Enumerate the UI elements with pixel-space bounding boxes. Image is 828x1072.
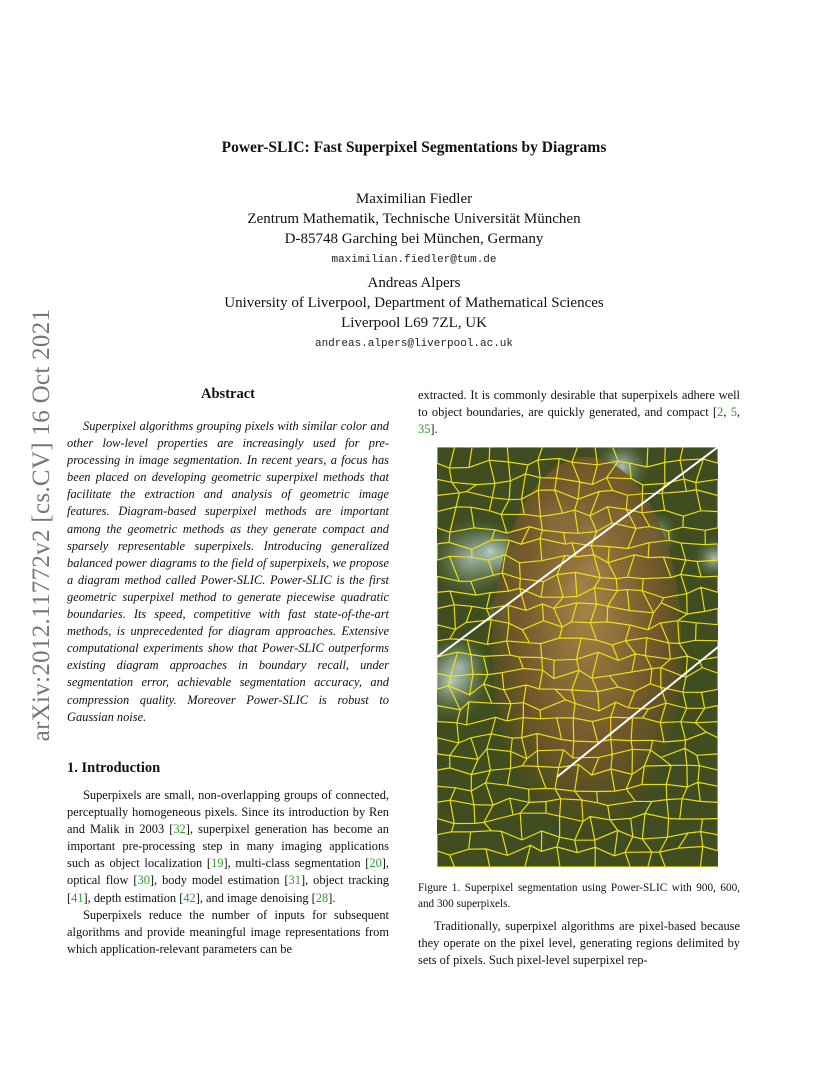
author-name: Andreas Alpers [367, 275, 461, 291]
citation-link[interactable]: 32 [173, 822, 186, 837]
figure-superpixel-segmentation [437, 447, 718, 867]
citation-link[interactable]: 2 [717, 405, 724, 420]
intro-paragraph-2: Superpixels reduce the number of inputs for subsequent algorithms and provide meaningful image representations from which application-relevant parameters can be [67, 907, 389, 956]
intro-paragraph-1: Superpixels are small, non-overlapping groups of connected, perceptually homogeneous pixels. Since its introduction by Ren and Malik in 2003 [32], superpixel generation has become an important pre-processing step in many imaging applications such as object localization [19], multi-class segmentation [20], optical flow [30], body model estimation [31], object tracking [41], depth estimation [42], and image denoising [28]. [67, 788, 389, 905]
arxiv-identifier: arXiv:2012.11772v2 [cs.CV] 16 Oct 2021 [28, 308, 55, 742]
citation-link[interactable]: 41 [71, 890, 84, 905]
citation-link[interactable]: 5 [730, 405, 737, 420]
introduction-left-column [67, 787, 389, 958]
citation-link[interactable]: 28 [315, 890, 329, 905]
author-affiliation: University of Liverpool, Department of Mathematical Sciences [224, 295, 604, 311]
citation-link[interactable]: 20 [369, 856, 382, 871]
citation-link[interactable]: 42 [183, 890, 196, 905]
abstract-paragraph: Superpixel algorithms grouping pixels with similar color and other low-level properties are increasingly used for pre-processing in image segmentation. In recent years, a focus has been placed on developing geometric superpixel methods that facilitate the extraction and analysis of geometric image features. Diagram-based superpixel methods are important among the geometric methods as they generate compact and sparsely representable superpixels. Introducing generalized balanced power diagrams to the field of superpixels, we propose a diagram method called Power-SLIC. Power-SLIC is the first geometric superpixel method to generate piecewise quadratic boundaries. Its speed, competitive with fast state-of-the-art methods, is unprecedented for diagram approaches. Extensive computational experiments show that Power-SLIC outperforms existing diagram approaches in boundary recall, under segmentation error, achievable segmentation accuracy, and compression quality. Moreover Power-SLIC is robust to Gaussian noise. [67, 419, 389, 724]
citation-link[interactable]: 19 [211, 856, 224, 871]
author-affiliation: Zentrum Mathematik, Technische Universität München [247, 211, 581, 227]
author-address: Liverpool L69 7ZL, UK [341, 315, 487, 331]
author-email[interactable]: maximilian.fiedler@tum.de [331, 254, 497, 266]
superpixel-image [437, 447, 718, 867]
intro-paragraph-2-continued: extracted. It is commonly desirable that superpixels adhere well to object boundaries, are quickly generated, and compact [2, 5, 35]. [418, 388, 740, 437]
citation-link[interactable]: 30 [137, 873, 150, 888]
figure-caption: Figure 1. Superpixel segmentation using Power-SLIC with 900, 600, and 300 superpixels. [418, 882, 740, 910]
citation-link[interactable]: 31 [288, 873, 301, 888]
abstract-heading: Abstract [201, 386, 255, 402]
introduction-right-column-top [418, 387, 740, 438]
author-address: D-85748 Garching bei München, Germany [284, 231, 544, 247]
abstract-text [67, 418, 389, 726]
intro-paragraph-3: Traditionally, superpixel algorithms are pixel-based because they operate on the pixel level, generating regions delimited by sets of pixels. Such pixel-level superpixel rep- [418, 919, 740, 968]
citation-link[interactable]: 35 [418, 422, 431, 437]
introduction-right-column-bottom [418, 918, 740, 969]
author-block-2 [0, 273, 828, 353]
section-heading-introduction: 1. Introduction [67, 760, 161, 776]
paper-title: Power-SLIC: Fast Superpixel Segmentations by Diagrams [221, 139, 607, 156]
author-name: Maximilian Fiedler [355, 191, 473, 207]
author-block-1 [0, 189, 828, 269]
author-email[interactable]: andreas.alpers@liverpool.ac.uk [314, 338, 514, 350]
